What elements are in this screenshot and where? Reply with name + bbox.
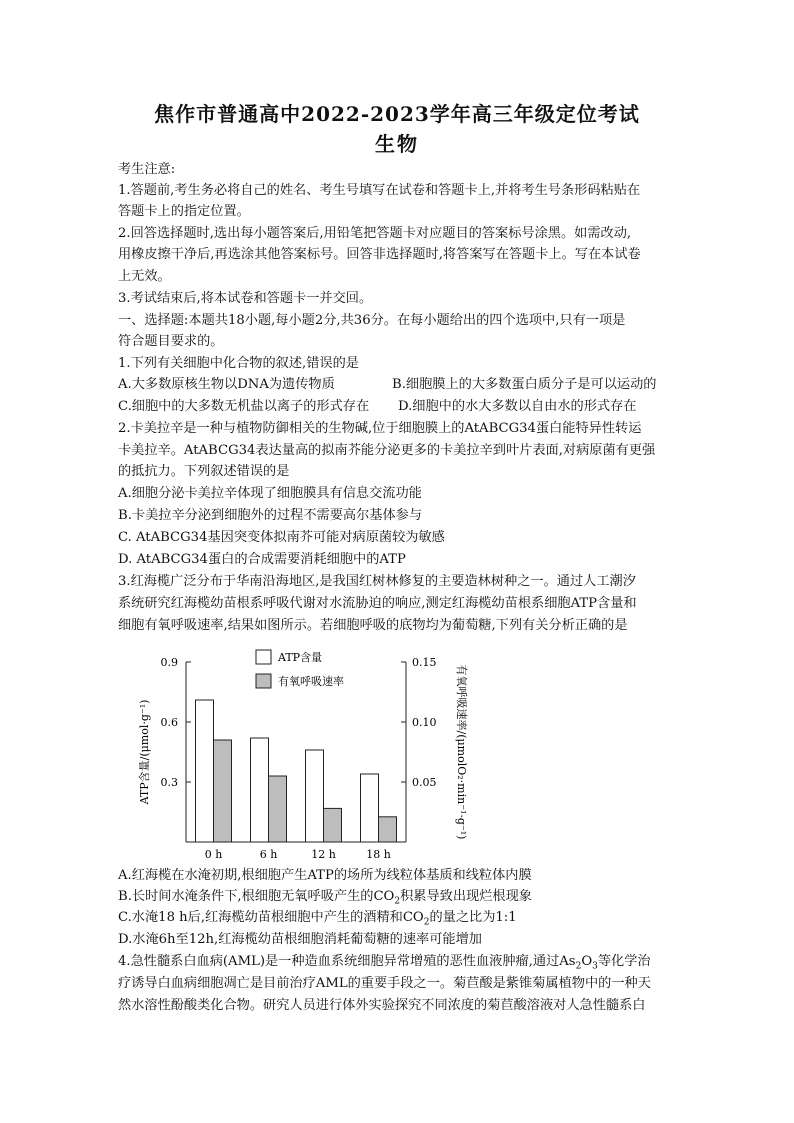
q3-option-b-text-2: 积累导致出现烂根现象 <box>400 889 532 904</box>
x-tick-label: 6 h <box>259 848 278 860</box>
x-tick-label: 12 h <box>311 848 336 860</box>
q3-option-c-text-1: C.水淹18 h后,红海榄幼苗根细胞中产生的酒精和CO <box>118 910 424 925</box>
section-1-line-1: 一、选择题:本题共18小题,每小题2分,共36分。在每小题给出的四个选项中,只有一项是 <box>118 313 626 328</box>
legend-label-respiration: 有氧呼吸速率 <box>278 675 344 688</box>
q4-line-1-sub-1: 2 <box>575 961 582 972</box>
notice-item-2-line-2: 用橡皮擦干净后,再选涂其他答案标号。回答非选择题时,将答案写在答题卡上。写在本试卷 <box>118 247 641 262</box>
q2-option-c: C. AtABCG34基因突变体拟南芥可能对病原菌较为敏感 <box>118 530 445 545</box>
q3-option-c-sub: 2 <box>423 917 430 928</box>
q3-line-1: 3.红海榄广泛分布于华南沿海地区,是我国红树林修复的主要造林树种之一。通过人工潮汐 <box>118 574 636 589</box>
section-1-line-2: 符合题目要求的。 <box>118 334 224 349</box>
q4-line-1-text-2: O <box>581 954 593 969</box>
q1-option-a: A.大多数原核生物以DNA为遗传物质 <box>118 377 335 392</box>
q3-option-b-text-1: B.长时间水淹条件下,根细胞无氧呼吸产生的CO <box>118 889 395 904</box>
right-y-tick-label: 0.10 <box>412 716 437 729</box>
right-y-tick-label: 0.15 <box>412 656 437 669</box>
q1-option-b: B.细胞膜上的大多数蛋白质分子是可以运动的 <box>392 377 657 392</box>
q1-option-c: C.细胞中的大多数无机盐以离子的形式存在 <box>118 399 370 414</box>
bar-respiration-3 <box>379 817 397 842</box>
right-y-tick-label: 0.05 <box>412 776 437 789</box>
bar-respiration-2 <box>324 808 342 842</box>
q2-option-b: B.卡美拉辛分泌到细胞外的过程不需要高尔基体参与 <box>118 508 423 523</box>
q2-option-d: D. AtABCG34蛋白的合成需要消耗细胞中的ATP <box>118 552 406 567</box>
q4-line-1-text-3: 等化学治 <box>597 954 651 969</box>
q1-stem: 1.下列有关细胞中化合物的叙述,错误的是 <box>118 356 359 371</box>
exam-title: 焦作市普通高中2022-2023学年高三年级定位考试 <box>154 102 640 126</box>
notice-item-1-line-1: 1.答题前,考生务必将自己的姓名、考生号填写在试卷和答题卡上,并将考生号条形码粘贴在 <box>118 183 641 198</box>
notice-heading: 考生注意: <box>118 162 176 177</box>
bar-respiration-1 <box>269 776 287 842</box>
q3-line-3: 细胞有氧呼吸速率,结果如图所示。若细胞呼吸的底物均为葡萄糖,下列有关分析正确的是 <box>118 618 628 633</box>
q3-option-c-text-2: 的量之比为1:1 <box>429 910 517 925</box>
notice-item-1-line-2: 答题卡上的指定位置。 <box>118 204 250 219</box>
left-y-tick-label: 0.6 <box>160 716 178 729</box>
bar-atp-3 <box>361 774 379 842</box>
bar-atp-0 <box>196 700 214 842</box>
x-tick-label: 18 h <box>366 848 391 860</box>
q4-line-1-text-1: 4.急性髓系白血病(AML)是一种造血系统细胞异常增殖的恶性血液肿瘤,通过As <box>118 954 576 969</box>
q2-option-a: A.细胞分泌卡美拉辛体现了细胞膜具有信息交流功能 <box>118 486 422 501</box>
bar-atp-2 <box>306 750 324 842</box>
left-y-tick-label: 0.9 <box>160 656 178 669</box>
q3-option-d: D.水淹6h至12h,红海榄幼苗根细胞消耗葡萄糖的速率可能增加 <box>118 932 482 947</box>
atp-respiration-chart <box>118 640 478 860</box>
q4-line-2: 疗诱导白血病细胞凋亡是目前治疗AML的重要手段之一。菊苣酸是紫锥菊属植物中的一种天 <box>118 976 651 991</box>
legend-swatch-atp <box>256 650 271 664</box>
legend-swatch-respiration <box>256 674 271 688</box>
x-tick-label: 0 h <box>204 848 223 860</box>
notice-item-2-line-1: 2.回答选择题时,选出每小题答案后,用铅笔把答题卡对应题目的答案标号涂黑。如需改动, <box>118 226 632 241</box>
q2-line-3: 的抵抗力。下列叙述错误的是 <box>118 464 290 479</box>
left-y-tick-label: 0.3 <box>160 776 178 789</box>
q2-line-2: 卡美拉辛。AtABCG34表达量高的拟南芥能分泌更多的卡美拉辛到叶片表面,对病原菌有更强 <box>118 443 656 458</box>
q2-line-1: 2.卡美拉辛是一种与植物防御相关的生物碱,位于细胞膜上的AtABCG34蛋白能特异性转运 <box>118 421 642 436</box>
notice-item-2-line-3: 上无效。 <box>118 269 171 284</box>
q4-line-1-sub-2: 3 <box>592 961 598 972</box>
legend-label-atp: ATP含量 <box>278 651 323 664</box>
q4-line-1 <box>118 952 651 977</box>
notice-item-3: 3.考试结束后,将本试卷和答题卡一并交回。 <box>118 291 373 306</box>
bar-atp-1 <box>251 738 269 842</box>
q3-line-2: 系统研究红海榄幼苗根系呼吸代谢对水流胁迫的响应,测定红海榄幼苗根系细胞ATP含量和 <box>118 596 637 611</box>
q3-option-b-sub: 2 <box>394 896 401 907</box>
right-y-axis-title: 有氧呼吸速率/(μmolO₂·min⁻¹·g⁻¹) <box>455 664 468 840</box>
q4-line-3: 然水溶性酚酸类化合物。研究人员进行体外实验探究不同浓度的菊苣酸溶液对人急性髓系白 <box>118 998 646 1013</box>
q3-option-c <box>118 908 517 933</box>
exam-subject: 生物 <box>375 132 419 156</box>
bar-respiration-0 <box>214 740 232 842</box>
q1-option-d: D.细胞中的水大多数以自由水的形式存在 <box>398 399 637 414</box>
left-y-axis-title: ATP含量/(μmol·g⁻¹) <box>138 699 151 805</box>
q3-option-a: A.红海榄在水淹初期,根细胞产生ATP的场所为线粒体基质和线粒体内膜 <box>118 868 532 883</box>
